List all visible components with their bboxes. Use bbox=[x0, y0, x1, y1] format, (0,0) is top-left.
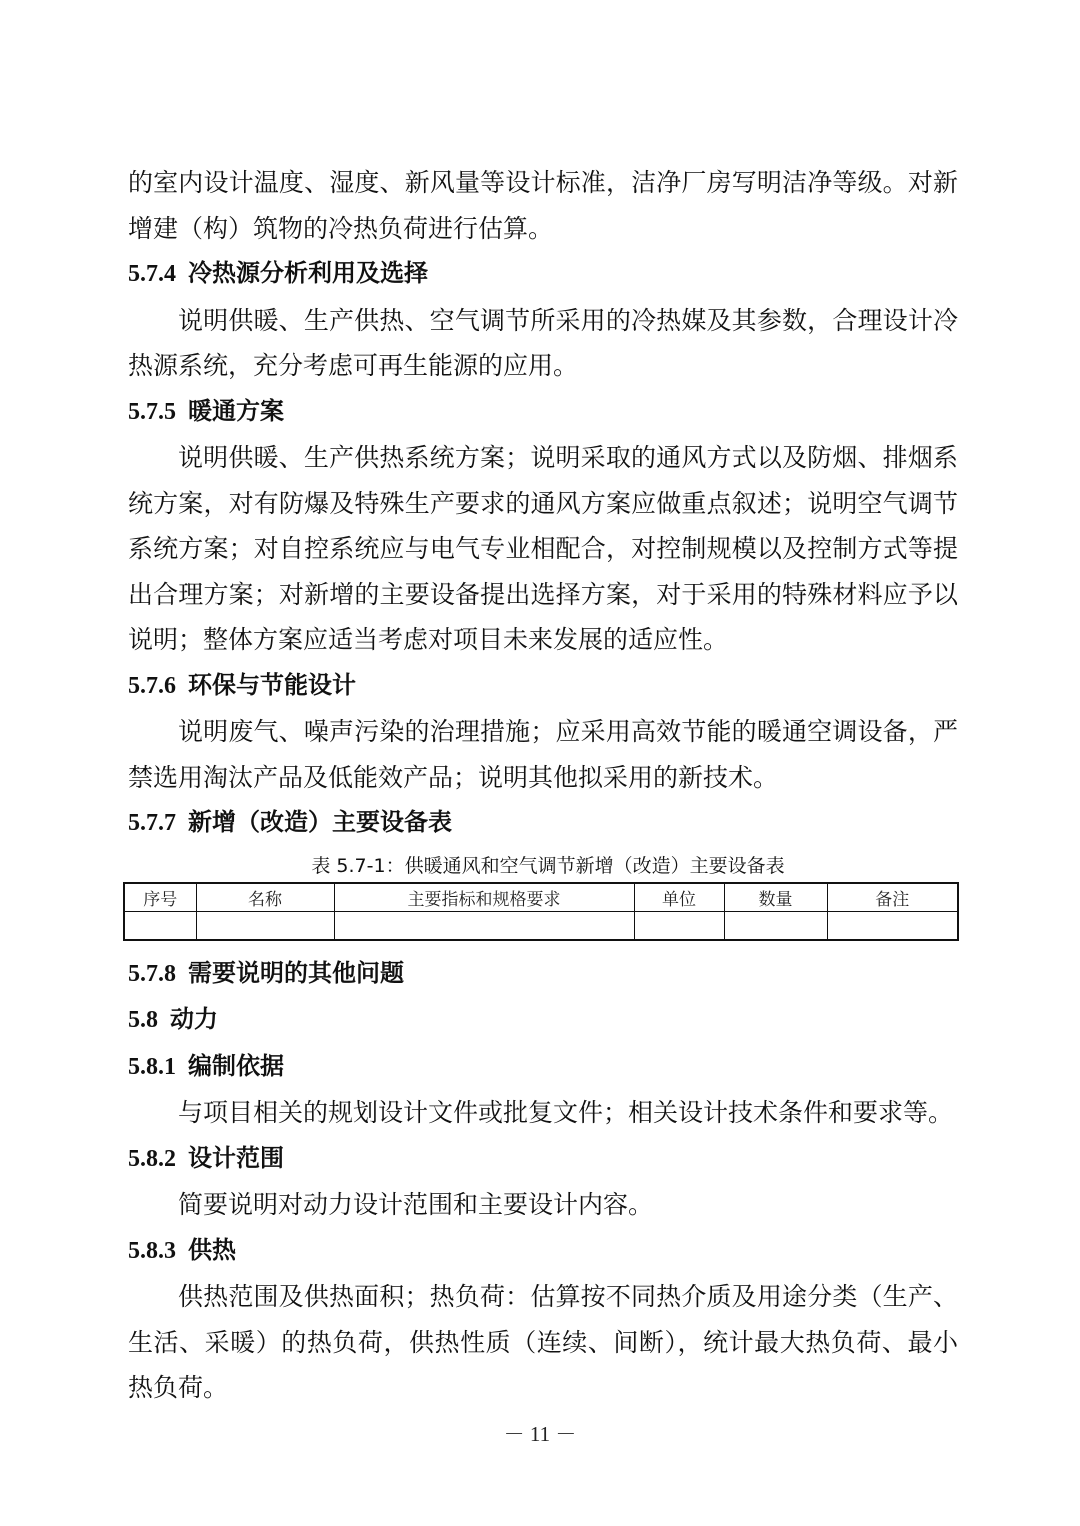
section-title: 动力 bbox=[170, 1005, 218, 1033]
section-title: 设计范围 bbox=[188, 1143, 284, 1172]
table-cell bbox=[334, 911, 634, 940]
table-cell bbox=[196, 911, 334, 940]
equipment-table bbox=[123, 882, 959, 941]
table-header-row bbox=[124, 883, 958, 912]
body-paragraph: 说明供暖、生产供热、空气调节所采用的冷热媒及其参数，合理设计冷热源系统，充分考虑可再生能源的应用。 bbox=[128, 305, 958, 380]
section-title: 暖通方案 bbox=[188, 396, 284, 425]
section-title: 供热 bbox=[188, 1235, 236, 1264]
table-cell bbox=[827, 911, 958, 940]
document-page bbox=[128, 160, 958, 1411]
section-number: 5.7.8 bbox=[128, 960, 176, 987]
section-number: 5.7.4 bbox=[128, 261, 176, 287]
section-heading bbox=[128, 951, 958, 998]
section-number: 5.8.1 bbox=[128, 1053, 176, 1080]
section-title: 编制依据 bbox=[188, 1051, 284, 1080]
body-paragraph: 供热范围及供热面积；热负荷：估算按不同热介质及用途分类（生产、生活、采暖）的热负荷，供热性质（连续、间断），统计最大热负荷、最小热负荷。 bbox=[128, 1282, 958, 1402]
table-cell bbox=[124, 911, 196, 940]
section-title: 新增（改造）主要设备表 bbox=[188, 808, 452, 836]
table-header-cell: 主要指标和规格要求 bbox=[334, 883, 634, 912]
section-number: 5.7.5 bbox=[128, 398, 176, 425]
table-caption: 表 5.7-1：供暖通风和空气调节新增（改造）主要设备表 bbox=[311, 854, 785, 877]
table-cell bbox=[634, 911, 724, 940]
section-number: 5.8.2 bbox=[128, 1145, 176, 1172]
section-title: 需要说明的其他问题 bbox=[188, 958, 404, 987]
body-paragraph: 说明废气、噪声污染的治理措施；应采用高效节能的暖通空调设备，严禁选用淘汰产品及低能效产品；说明其他拟采用的新技术。 bbox=[128, 717, 958, 792]
page-number: － 11 － bbox=[503, 1422, 577, 1446]
table-header-cell: 备注 bbox=[827, 883, 958, 912]
table-header-cell: 单位 bbox=[634, 883, 724, 912]
section-number: 5.8 bbox=[128, 1007, 158, 1033]
table-cell bbox=[724, 911, 827, 940]
section-number: 5.8.3 bbox=[128, 1237, 176, 1264]
section-heading bbox=[128, 1228, 958, 1275]
body-paragraph: 与项目相关的规划设计文件或批复文件；相关设计技术条件和要求等。 bbox=[178, 1098, 954, 1127]
table-header-cell: 序号 bbox=[124, 883, 196, 912]
body-paragraph: 简要说明对动力设计范围和主要设计内容。 bbox=[178, 1190, 654, 1219]
section-heading bbox=[128, 389, 958, 436]
body-paragraph: 说明供暖、生产供热系统方案；说明采取的通风方式以及防烟、排烟系统方案，对有防爆及特殊生产要求的通风方案应做重点叙述；说明空气调节系统方案；对自控系统应与电气专业相配合，对控制规模以及控制方式等提出合理方案；对新增的主要设备提出选择方案，对于采用的特殊材料应予以说明；整体方案应适当考虑对项目未来发展的适应性。 bbox=[128, 443, 958, 654]
section-number: 5.7.7 bbox=[128, 810, 176, 836]
section-heading bbox=[128, 997, 958, 1044]
section-title: 冷热源分析利用及选择 bbox=[188, 259, 428, 287]
body-paragraph: 的室内设计温度、湿度、新风量等设计标准，洁净厂房写明洁净等级。对新增建（构）筑物的冷热负荷进行估算。 bbox=[128, 168, 958, 243]
section-heading bbox=[128, 1136, 958, 1183]
table-row bbox=[124, 911, 958, 940]
section-heading bbox=[128, 251, 958, 298]
section-heading bbox=[128, 1044, 958, 1091]
table-header-cell: 名称 bbox=[196, 883, 334, 912]
section-heading bbox=[128, 800, 958, 847]
section-heading bbox=[128, 663, 958, 710]
section-number: 5.7.6 bbox=[128, 672, 176, 699]
table-header-cell: 数量 bbox=[724, 883, 827, 912]
section-title: 环保与节能设计 bbox=[188, 670, 356, 699]
